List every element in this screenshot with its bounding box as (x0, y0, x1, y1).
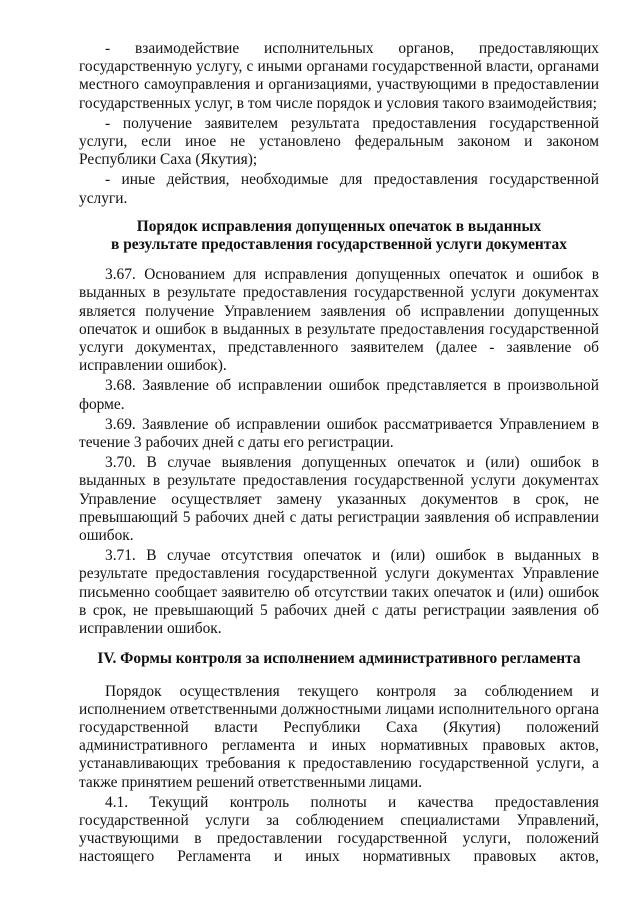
paragraph-control-order: Порядок осуществления текущего контроля за соблюдением и исполнением ответственными должностными лицами исполнительного органа государственной власти Республики Саха (Якутия) положений административного регламента и иных нормативных правовых актов, устанавливающих требования к предоставлению государственной услуги, а также принятием решений ответственными лицами. (79, 682, 599, 791)
paragraph-3-67: 3.67. Основанием для исправления допущенных опечаток и ошибок в выданных в результате предоставления государственной услуги документах является получение Управлением заявления об исправлении допущенных опечаток и ошибок в выданных в результате предоставления государственной услуги документах, представленного заявителем (далее - заявление об исправлении ошибок). (79, 266, 599, 375)
heading-corrections-line2: в результате предоставления государственной услуги документах (111, 236, 567, 254)
paragraph-3-71: 3.71. В случае отсутствия опечаток и (или) ошибок в выданных в результате предоставления государственной услуги документах Управление письменно сообщает заявителю об отсутствии таких опечаток и (или) ошибок в срок, не превышающий 5 рабочих дней с даты регистрации заявления об исправлении ошибок. (79, 547, 599, 638)
document-page (79, 40, 599, 869)
heading-section-iv: IV. Формы контроля за исполнением административного регламента (97, 650, 581, 668)
paragraph-3-68: 3.68. Заявление об исправлении ошибок представляется в произвольной форме. (79, 377, 599, 413)
paragraph-3-70: 3.70. В случае выявления допущенных опечаток и (или) ошибок в выданных в результате предоставления государственной услуги документах Управление осуществляет замену указанных документов в срок, не превышающий 5 рабочих дней с даты регистрации заявления об исправлении ошибок. (79, 454, 599, 545)
paragraph-result-receipt: - получение заявителем результата предоставления государственной услуги, если иное не установлено федеральным законом и законом Республики Саха (Якутия); (79, 114, 599, 169)
paragraph-other-actions: - иные действия, необходимые для предоставления государственной услуги. (79, 171, 599, 207)
heading-corrections (79, 218, 599, 254)
paragraph-interaction: - взаимодействие исполнительных органов, предоставляющих государственную услугу, с иными органами государственной власти, органами местного самоуправления и организациями, участвующими в предоставлении государственных услуг, в том числе порядок и условия такого взаимодействия; (79, 40, 599, 112)
heading-corrections-line1: Порядок исправления допущенных опечаток в выданных (136, 217, 542, 235)
paragraph-4-1: 4.1. Текущий контроль полноты и качества предоставления государственной услуги за соблюдением специалистами Управлений, участвующими в предоставлении государственной услуги, положений настоящего Регламента и иных нормативных правовых актов, (79, 793, 599, 866)
paragraph-3-69: 3.69. Заявление об исправлении ошибок рассматривается Управлением в течение 3 рабочих дней с даты его регистрации. (79, 415, 599, 452)
